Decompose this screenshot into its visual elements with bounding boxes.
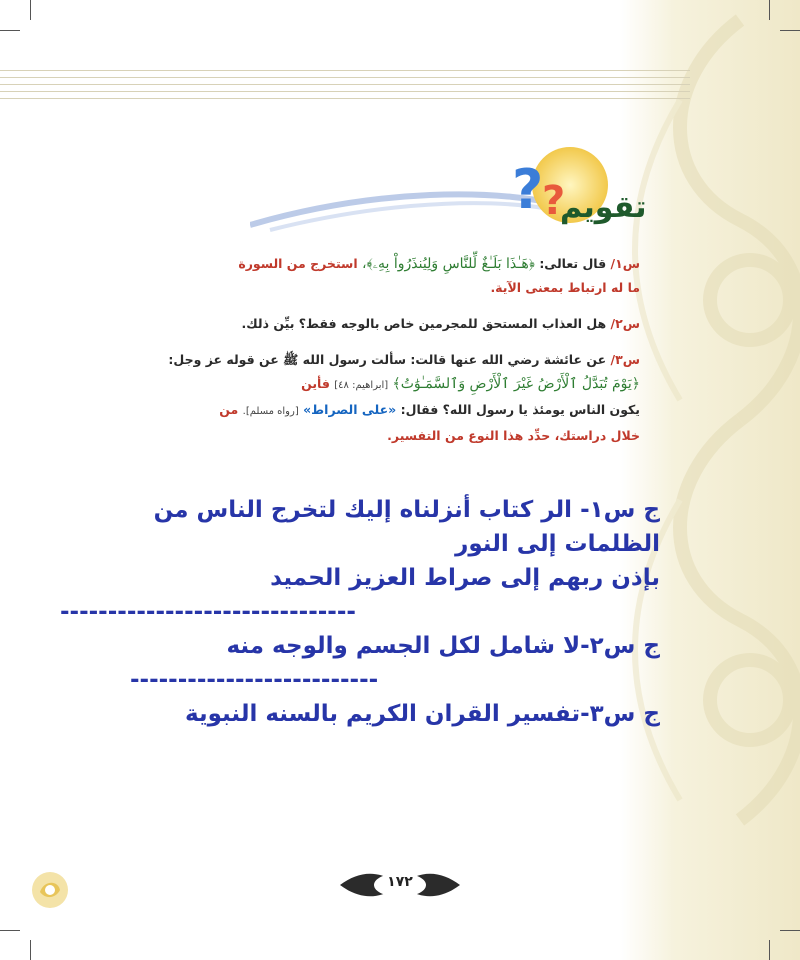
quran-verse: ﴿هَـٰذَا بَلَـٰغٌ لِّلنَّاسِ وَلِيُنذَرُواْ بِهِۦ﴾،: [361, 256, 535, 272]
questions-block: [150, 252, 640, 460]
answer-3: ج س٣-تفسير القران الكريم بالسنه النبوية: [185, 701, 660, 727]
question-text: استخرج من السورة: [238, 256, 358, 271]
hadith-reference: [رواه مسلم].: [242, 406, 299, 417]
page-number: ١٧٢: [387, 874, 413, 890]
crop-mark: [780, 930, 800, 931]
svg-text:?: ?: [512, 158, 544, 221]
crop-mark: [780, 30, 800, 31]
question-label: س١/: [610, 256, 640, 271]
question-2: [150, 312, 640, 336]
section-title: تقويم: [560, 190, 647, 225]
question-text: خلال دراستك، حدِّد هذا النوع من التفسير.: [387, 428, 640, 443]
answer-separator: -------------------------------: [60, 599, 356, 625]
question-intro: قال تعالى:: [539, 256, 607, 271]
question-text: فأين: [301, 376, 330, 391]
quran-verse: ﴿يَوْمَ تُبَدَّلُ ٱلْأَرْضُ غَيْرَ ٱلْأَرْضِ وَٱلسَّمَـٰوَٰتُ﴾: [392, 376, 640, 392]
answer-separator: --------------------------: [130, 667, 379, 693]
crop-mark: [30, 940, 31, 960]
question-label: س٢/: [610, 316, 640, 331]
crop-mark: [769, 0, 770, 20]
question-text: من: [219, 402, 239, 417]
question-text: هل العذاب المستحق للمجرمين خاص بالوجه فقط؟ بيِّن ذلك.: [241, 316, 607, 331]
question-text: ما له ارتباط بمعنى الآية.: [490, 280, 640, 295]
publisher-logo-icon: [30, 870, 70, 910]
hadith-highlight: «على الصراط»: [303, 402, 397, 417]
answer-1-line-2: بإذن ربهم إلى صراط العزيز الحميد: [270, 565, 660, 591]
crop-mark: [0, 930, 20, 931]
answers-block: [60, 493, 660, 731]
question-3: [150, 348, 640, 448]
crop-mark: [769, 940, 770, 960]
crop-mark: [0, 30, 20, 31]
crop-mark: [30, 0, 31, 20]
verse-reference: [ابراهيم: ٤٨]: [334, 380, 389, 391]
decorative-lines: [0, 70, 690, 106]
question-text: عن عائشة رضي الله عنها قالت: سألت رسول الله ﷺ عن قوله عز وجل:: [168, 352, 607, 367]
question-label: س٣/: [610, 352, 640, 367]
svg-text:?: ?: [542, 178, 566, 224]
question-text: يكون الناس يومئذ يا رسول الله؟ فقال:: [400, 402, 640, 417]
question-1: [150, 252, 640, 300]
answer-1-line-1: ج س١- الر كتاب أنزلناه إليك لتخرج الناس من الظلمات إلى النور: [153, 497, 660, 557]
answer-2: ج س٢-لا شامل لكل الجسم والوجه منه: [226, 633, 660, 659]
